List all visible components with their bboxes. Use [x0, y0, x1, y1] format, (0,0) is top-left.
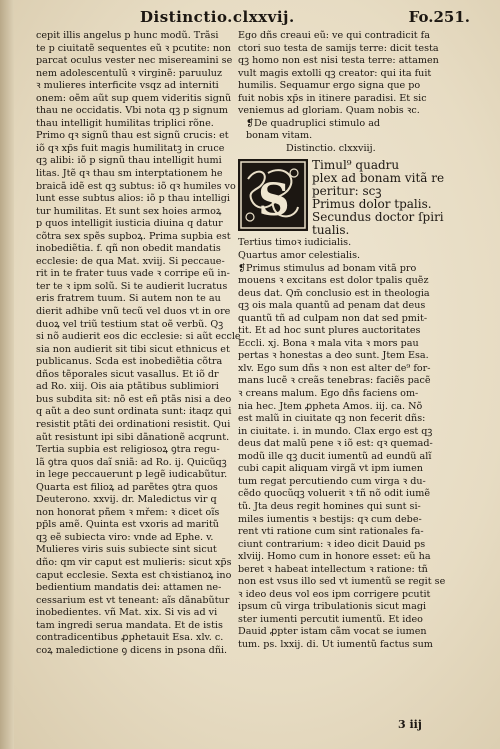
signature-mark: 3 iij	[398, 718, 422, 731]
right-column-opening	[238, 30, 474, 118]
text-line: plex ad bonam vitã re	[312, 172, 445, 186]
text-line: bedientium mandatis dei: attamen ne-	[36, 582, 222, 594]
text-line: peritur: scꝫ	[312, 185, 382, 199]
text-line: non honorat pñem ꝛ mřem: ꝛ dicet oĩs	[36, 506, 220, 518]
text-line: resistit ptãti dei ordinationi resistit. Qui	[36, 418, 231, 430]
text-line: eris fratrem tuum. Si autem non te au	[36, 293, 221, 305]
running-title: Distinctio.clxxvij.	[140, 8, 295, 26]
text-line: contradicentibus ꝓphetauit Esa. xlv. c.	[36, 632, 224, 644]
text-line: xlviij. Homo cum in honore esset: eũ ha	[238, 551, 431, 563]
text-line: si nõ audierit eos dic ecclesie: si aũt eccle	[36, 331, 241, 343]
text-line: pp̃ls amẽ. Quinta est vxoris ad maritũ	[36, 519, 219, 531]
text-line: quantũ tñ ad culpam non dat sed pmit-	[238, 312, 428, 324]
text-line: publicanus. Scda est inobediẽtia cõtra	[36, 356, 223, 368]
text-line: non est vsus illo sed vt iumentũ se regit se	[238, 576, 446, 588]
text-line: sia non audierit sit tibi sicut ethnicus et	[36, 343, 230, 355]
text-line: cõtra sex spẽs supboꝝ. Prima supbia est	[36, 230, 231, 242]
text-line: miles iumentis ꝛ bestijs: qꝛ cum debe-	[238, 513, 422, 525]
folio-number: Fo.251.	[408, 8, 470, 26]
text-line: coꝝ maledictione ꝯ dicens in psona dñi.	[36, 644, 228, 656]
text-line: qꝫ ois mala quantũ ad penam dat deus	[238, 300, 426, 312]
text-line: tum regat percutiendo cum virga ꝛ du-	[238, 475, 426, 487]
binding-gutter	[0, 0, 14, 749]
text-line: ipsum cũ virga tribulationis sicut magi	[238, 601, 427, 613]
text-line: nem adolescentulũ ꝛ virginẽ: paruuluz	[36, 67, 222, 79]
text-line: dño: qm vir caput est mulieris: sicut xp̃s	[36, 556, 232, 568]
text-line: ecclesie: de qua Mat. xviij. Si peccaue-	[36, 255, 225, 267]
text-line: Quartus amor celestialis.	[238, 250, 361, 262]
text-line: tit. Et ad hoc sunt plures auctoritates	[238, 325, 421, 337]
text-line: Ego dñs creaui eũ: ve qui contradicit fa	[238, 30, 430, 41]
text-line: ciunt contrarium: ꝛ ideo dicit Dauid ps	[238, 538, 426, 550]
text-line: cubi capit aliquam virgã vt ipm iumen	[238, 463, 423, 475]
text-line: ꝛ mulieres interficite vsqz ad interniti	[36, 80, 219, 92]
text-line: veniemus ad gloriam. Quam nobis ꝛc.	[238, 105, 420, 117]
text-line: lunt esse subtus alios: iõ p thau intelligi	[36, 193, 230, 205]
text-line: parcat oculus vester nec misereamini se	[36, 55, 233, 67]
text-line: xlv. Ego sum dñs ꝛ non est alter de⁹ for-	[238, 362, 431, 374]
text-line: qꝫ homo non est nisi testa terre: attamen	[238, 55, 439, 67]
text-line: deus dat malũ pene ꝛ iõ est: qꝛ quemad-	[238, 438, 433, 450]
text-line: duoꝝ vel triũ testium stat oẽ verbũ. Qꝫ	[36, 318, 224, 330]
text-line: Mulieres viris suis subiecte sint sicut	[36, 544, 217, 556]
text-line: ctori suo testa de samijs terre: dicit testa	[238, 42, 439, 54]
text-line: inobediẽtia. f. qñ non obedit mandatis	[36, 243, 221, 255]
initial-adjacent-text	[312, 159, 474, 237]
text-line: cẽdo quocũqꝫ voluerit ꝛ tñ nõ odit iumẽ	[238, 488, 431, 500]
text-line: Deuterono. xxvij. dr. Maledictus vir q	[36, 494, 217, 506]
initial-block	[238, 159, 474, 237]
text-line: Primo qꝛ signũ thau est signũ crucis: et	[36, 130, 229, 142]
text-line: ❡De quadruplici stimulo ad	[246, 117, 381, 129]
text-line: modũ ille qꝫ ducit iumentũ ad eundũ alĩ	[238, 450, 432, 462]
text-line: bus subdita sit: nõ est eñ ptãs nisi a deo	[36, 393, 232, 405]
text-line: Dauid ꝓpter istam cãm vocat se iumen	[238, 626, 427, 638]
text-line: est malũ in ciuitate qꝫ non fecerit dñs:	[238, 413, 426, 425]
text-line: p quos intelligit iusticia diuina q datur	[36, 218, 223, 230]
decorated-initial-s-icon	[238, 159, 308, 231]
page-header	[40, 8, 480, 28]
text-line: fuit nobis xp̃s in itinere paradisi. Et sic	[238, 92, 427, 104]
text-line: mouens ꝛ excitans est dolor tpalis quẽz	[238, 275, 429, 287]
text-line: qꝫ alibi: iõ p signũ thau intelligit humi	[36, 155, 222, 167]
text-line: beret ꝛ habeat intellectum ꝛ ratione: tñ	[238, 563, 428, 575]
text-line: mans lucẽ ꝛ creãs tenebras: faciẽs pacẽ	[238, 375, 431, 387]
text-line: nia hec. Jtem ꝓpheta Amos. iij. ca. Nõ	[238, 400, 423, 412]
section-heading	[246, 118, 474, 143]
text-line: in ciuitate. i. in mundo. Clax ergo est qꝫ	[238, 425, 433, 437]
text-line: Eccli. xj. Bona ꝛ mala vita ꝛ mors pau	[238, 337, 419, 349]
text-line: cessarium est vt teneant: aĩs dãnabũtur	[36, 594, 230, 606]
text-line: te p ciuitatẽ sequentes eũ ꝛ pcutite: non	[36, 42, 231, 54]
text-line: tum. ps. lxxij. di. Ut iumentũ factus sum	[238, 638, 433, 650]
text-line: Primus dolor tpalis.	[312, 198, 432, 212]
text-line: litas. Jtẽ qꝛ thau sm interptationem he	[36, 168, 223, 180]
text-line: Tertia supbia est religiosoꝝ ꝯtra regu-	[36, 444, 220, 456]
text-line: deus dat. Qm̃ conclusio est in theologia	[238, 287, 430, 299]
text-line: humilis. Sequamur ergo signa que po	[238, 80, 421, 92]
text-line: thau intelligit humilitas triplici rõne.	[36, 117, 214, 129]
text-line: Timul⁹ quadru	[312, 159, 400, 173]
text-line: pertas ꝛ honestas a deo sunt. Jtem Esa.	[238, 350, 429, 362]
text-line: Secundus doctor ſpiri	[312, 211, 444, 225]
text-line: rit in te frater tuus vade ꝛ corripe eũ in-	[36, 268, 230, 280]
text-line: ꝛ creans malum. Ego dñs faciens om-	[238, 388, 419, 400]
text-line: braicã idẽ est qꝫ subtus: iõ qꝛ humiles vo	[36, 180, 236, 192]
text-line: ster iumenti percutit iumentũ. Et ideo	[238, 613, 423, 625]
text-line: tam ingredi serua mandata. Et de istis	[36, 619, 223, 631]
text-line: tualis.	[312, 224, 350, 238]
right-text-column	[238, 30, 474, 652]
text-line: iõ qꝛ xp̃s fuit magis humilitatꝫ in cruce	[36, 142, 225, 154]
svg-text:S: S	[258, 175, 290, 227]
text-line: vult magis extolli qꝫ creator: qui ita fuit	[238, 67, 432, 79]
text-line: cepit illis angelus p hunc modũ. Trãsi	[36, 30, 219, 41]
text-line: q aũt a deo sunt ordinata sunt: itaqz qui	[36, 406, 232, 418]
text-line: bonam vitam.	[246, 130, 313, 142]
text-line: lã ꝯtra quos daĩ sniã: ad Ro. ij. Quicũqꝫ	[36, 456, 227, 468]
text-line: Quarta est filioꝝ ad parẽtes ꝯtra quos	[36, 481, 218, 493]
text-line: aũt resistunt ipi sibi dãnationẽ acqrunt.	[36, 431, 230, 443]
text-line: ❡Primus stimulus ad bonam vitã pro	[238, 262, 417, 274]
text-line: ter te ꝛ ipm solũ. Si te audierit lucratus	[36, 280, 228, 292]
text-line: rent vti ratione cum sint rationales fa-	[238, 526, 424, 538]
text-line: dierit adhibe vnũ tecũ vel duos vt in ore	[36, 306, 231, 318]
text-line: Tertius timoꝛ iudicialis.	[238, 237, 352, 249]
right-column-body	[238, 237, 474, 651]
text-line: tũ. Jta deus regit homines qui sunt si-	[238, 500, 421, 512]
distinctio-subheading: Distinctio. clxxviij.	[286, 142, 376, 154]
left-text-column	[36, 30, 248, 657]
text-line: thau ne occidatis. Vbi nota qꝫ p signum	[36, 105, 228, 117]
text-line: tur humilitas. Et sunt sex hoies armoꝝ	[36, 205, 222, 217]
text-line: ad Ro. xiij. Ois aia ptãtibus sublimiori	[36, 381, 219, 393]
text-line: qꝫ eẽ subiecta viro: vnde ad Ephe. v.	[36, 531, 214, 543]
text-line: caput ecclesie. Sexta est chꝛistianoꝝ ino	[36, 569, 232, 581]
text-line: ꝛ ideo deus vol eos ipm corrigere pcutit	[238, 588, 431, 600]
text-line: inobedientes. vñ Mat. xix. Si vis ad vi	[36, 607, 218, 619]
text-line: onem: oẽm aũt sup quem videritis signũ	[36, 92, 232, 104]
text-line: dños tẽporales sicut vasallus. Et iõ dr	[36, 368, 219, 380]
text-line: in lege peccauerunt p legẽ iudicabũtur.	[36, 469, 228, 481]
